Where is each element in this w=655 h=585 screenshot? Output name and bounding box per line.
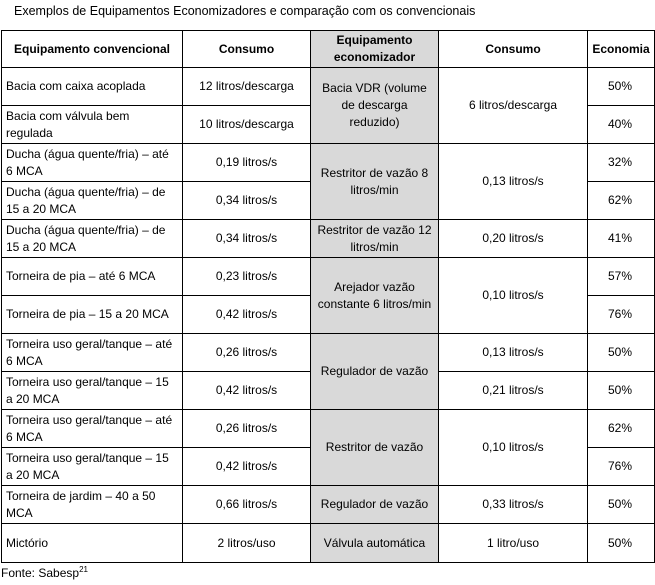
savings-value: 62%	[588, 182, 655, 220]
conventional-equipment: Torneira de pia – até 6 MCA	[2, 258, 183, 296]
conventional-consumption: 10 litros/descarga	[183, 106, 311, 144]
saver-consumption: 1 litro/uso	[439, 524, 588, 563]
conventional-equipment: Ducha (água quente/fria) – até 6 MCA	[2, 144, 183, 182]
savings-value: 57%	[588, 258, 655, 296]
savings-value: 62%	[588, 410, 655, 448]
saver-equipment: Restritor de vazão	[311, 410, 439, 486]
savings-value: 50%	[588, 486, 655, 524]
conventional-consumption: 0,26 litros/s	[183, 410, 311, 448]
saver-equipment: Restritor de vazão 12 litros/min	[311, 220, 439, 258]
header-row	[2, 31, 655, 68]
conventional-consumption: 2 litros/uso	[183, 524, 311, 563]
table-caption: Exemplos de Equipamentos Economizadores e comparação com os convencionais	[14, 4, 476, 18]
source-note	[1, 566, 88, 580]
header-conventional: Equipamento convencional	[2, 31, 183, 68]
savings-value: 50%	[588, 68, 655, 106]
saver-consumption: 0,10 litros/s	[439, 258, 588, 334]
conventional-consumption: 0,34 litros/s	[183, 220, 311, 258]
saver-consumption: 0,13 litros/s	[439, 334, 588, 372]
equipment-comparison-table	[1, 30, 655, 563]
conventional-consumption: 0,42 litros/s	[183, 296, 311, 334]
header-savings: Economia	[588, 31, 655, 68]
savings-value: 76%	[588, 296, 655, 334]
conventional-consumption: 0,23 litros/s	[183, 258, 311, 296]
savings-value: 40%	[588, 106, 655, 144]
saver-consumption: 0,20 litros/s	[439, 220, 588, 258]
header-saver-consumption: Consumo	[439, 31, 588, 68]
saver-equipment: Regulador de vazão	[311, 486, 439, 524]
savings-value: 50%	[588, 372, 655, 410]
conventional-equipment: Mictório	[2, 524, 183, 563]
table-row	[2, 220, 655, 258]
saver-equipment: Restritor de vazão 8 litros/min	[311, 144, 439, 220]
conventional-equipment: Torneira uso geral/tanque – até 6 MCA	[2, 334, 183, 372]
savings-value: 50%	[588, 334, 655, 372]
saver-consumption: 0,13 litros/s	[439, 144, 588, 220]
conventional-equipment: Torneira de jardim – 40 a 50 MCA	[2, 486, 183, 524]
header-saver-equipment: Equipamento economizador	[311, 31, 439, 68]
table-row	[2, 258, 655, 296]
conventional-equipment: Torneira de pia – 15 a 20 MCA	[2, 296, 183, 334]
table-row	[2, 486, 655, 524]
conventional-equipment: Ducha (água quente/fria) – de 15 a 20 MCA	[2, 182, 183, 220]
saver-consumption: 0,10 litros/s	[439, 410, 588, 486]
header-consumption: Consumo	[183, 31, 311, 68]
source-label: Fonte: Sabesp	[1, 566, 80, 580]
conventional-equipment: Torneira uso geral/tanque – 15 a 20 MCA	[2, 372, 183, 410]
saver-equipment: Arejador vazão constante 6 litros/min	[311, 258, 439, 334]
savings-value: 76%	[588, 448, 655, 486]
saver-equipment: Bacia VDR (volume de descarga reduzido)	[311, 68, 439, 144]
savings-value: 50%	[588, 524, 655, 563]
saver-equipment: Válvula automática	[311, 524, 439, 563]
conventional-equipment: Torneira uso geral/tanque – 15 a 20 MCA	[2, 448, 183, 486]
savings-value: 41%	[588, 220, 655, 258]
conventional-consumption: 12 litros/descarga	[183, 68, 311, 106]
conventional-consumption: 0,19 litros/s	[183, 144, 311, 182]
conventional-equipment: Ducha (água quente/fria) – de 15 a 20 MCA	[2, 220, 183, 258]
conventional-equipment: Bacia com caixa acoplada	[2, 68, 183, 106]
conventional-equipment: Bacia com válvula bem regulada	[2, 106, 183, 144]
conventional-consumption: 0,34 litros/s	[183, 182, 311, 220]
table-row	[2, 68, 655, 106]
table-row	[2, 334, 655, 372]
saver-consumption: 6 litros/descarga	[439, 68, 588, 144]
conventional-consumption: 0,42 litros/s	[183, 372, 311, 410]
saver-consumption: 0,21 litros/s	[439, 372, 588, 410]
table-row	[2, 144, 655, 182]
source-footnote-ref: 21	[79, 565, 88, 574]
savings-value: 32%	[588, 144, 655, 182]
conventional-consumption: 0,42 litros/s	[183, 448, 311, 486]
conventional-consumption: 0,26 litros/s	[183, 334, 311, 372]
saver-consumption: 0,33 litros/s	[439, 486, 588, 524]
saver-equipment: Regulador de vazão	[311, 334, 439, 410]
conventional-consumption: 0,66 litros/s	[183, 486, 311, 524]
conventional-equipment: Torneira uso geral/tanque – até 6 MCA	[2, 410, 183, 448]
table-row	[2, 410, 655, 448]
table-row	[2, 524, 655, 563]
